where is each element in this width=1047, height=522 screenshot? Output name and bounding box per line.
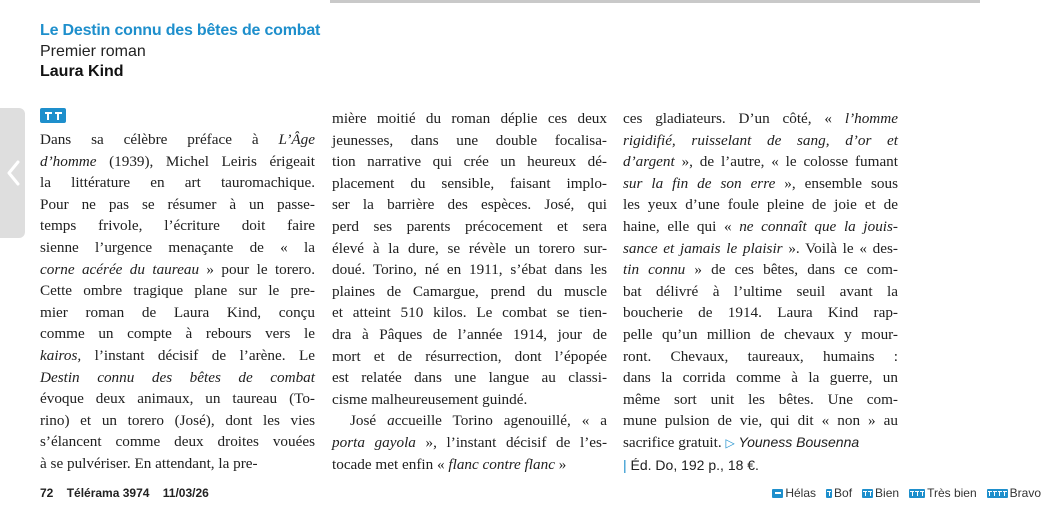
rating-mark-icon (909, 489, 925, 498)
text-line: tion narrative qui crée un heureux dé- (332, 153, 607, 171)
back-button[interactable] (0, 108, 25, 238)
text-line: jeunesses, dans une double focalisa- (332, 131, 607, 149)
critic-signature: Youness Bousenna (738, 433, 860, 450)
text-line: doué. Torino, né en 1911, s’ébat dans les (332, 261, 607, 279)
text-line: rigidifié, ruisselant de sang, d’or et (623, 131, 898, 149)
text-line: ront. Chevaux, taureaux, humains : (623, 347, 898, 365)
page-number: 72 (40, 486, 54, 500)
text-line: sur la fin de son erre », ensemble sous (623, 174, 898, 192)
text-line: bat délivré à l’ultime seuil avant la (623, 282, 898, 300)
text-line: perd ses parents précocement et sera (332, 217, 607, 235)
rating-mark-icon (772, 489, 783, 498)
text-line: élevé à la dure, se révèle un torero sur- (332, 239, 607, 257)
chevron-left-icon (6, 160, 20, 186)
legend-label: Très bien (927, 486, 977, 500)
text-column-1 (40, 129, 315, 475)
text-line: Destin connu des bêtes de combat (40, 368, 315, 386)
text-line: évoque deux animaux, un taureau (To- (40, 390, 315, 408)
text-line: est relatée dans une langue au classi- (332, 369, 607, 387)
legend-item (862, 486, 899, 500)
text-line: temps frivole, l’écriture doit faire (40, 217, 315, 235)
text-line: tin connu » de ces bêtes, dans ce com- (623, 261, 898, 279)
text-line: sienne l’urgence menaçante de « la (40, 238, 315, 256)
text-line: cisme malheureusement guindé. (332, 390, 528, 408)
text-line: mort et de résurrection, dont l’épopée (332, 347, 607, 365)
text-line: les yeux d’une foule pleine de joie et de (623, 196, 898, 214)
text-line: plaines de Camargue, prend du muscle (332, 282, 607, 300)
text-line: ser la barrière des espèces. José, qui (332, 196, 607, 214)
text-line: comme un compte à rebours vers le (40, 325, 315, 343)
text-line: dans la corrida comme à la guerre, un (623, 369, 898, 387)
text-line: d’homme (1939), Michel Leiris érigeait (40, 152, 315, 170)
book-genre: Premier roman (40, 43, 146, 60)
legend-label: Bof (834, 486, 853, 500)
article-header (40, 22, 320, 81)
text-line: dra à Pâques de l’année 1914, jour de (332, 325, 607, 343)
arrow-right-icon: ▷ (725, 435, 739, 450)
text-line: tocade met enfin « flanc contre flanc » (332, 455, 567, 473)
rating-mark-icon (826, 489, 832, 498)
text-line: rino) et un torero (José), dont les vies (40, 411, 315, 429)
two-t-rating-icon (40, 108, 66, 123)
legend-label: Hélas (785, 486, 817, 500)
text-line: Pour ne pas se résumer à un passe- (40, 195, 315, 213)
legend-item (772, 486, 816, 500)
text-line: Cette ombre tragique plane sur le pre- (40, 282, 315, 300)
issue-date: 11/03/26 (162, 486, 209, 500)
text-line: même sort unit les bêtes. Une com- (623, 390, 898, 408)
page-footer (40, 486, 219, 500)
separator-bar: | (623, 456, 631, 473)
text-line: ces gladiateurs. D’un côté, « l’homme (623, 110, 898, 127)
legend-item (987, 486, 1041, 500)
legend-item (826, 486, 852, 500)
rating-mark-icon (862, 489, 873, 498)
book-author: Laura Kind (40, 63, 124, 80)
text-line: kairos, l’instant décisif de l’arène. Le (40, 346, 315, 364)
text-line: et atteint 510 kilos. Le combat se tien- (332, 304, 607, 322)
text-line: boucherie de 1914. Laura Kind rap- (623, 304, 898, 322)
text-line: mière moitié du roman déplie ces deux (332, 110, 607, 127)
text-line: placement du sensible, faisant implo- (332, 174, 607, 192)
rating-mark-icon (987, 489, 1008, 498)
top-rule (330, 0, 980, 3)
text-line: haine, elle qui « ne connaît que la jouis- (623, 217, 898, 235)
book-title: Le Destin connu des bêtes de combat (40, 22, 321, 39)
text-line: s’élancent comme deux droites vouées (40, 433, 315, 451)
legend-label: Bravo (1009, 486, 1041, 500)
text-line: mier roman de Laura Kind, conçu (40, 303, 315, 321)
text-line: la littérature en art tauromachique. (40, 174, 315, 192)
text-line: à se pulvériser. En attendant, la pre- (40, 454, 258, 472)
rating-legend (772, 486, 1041, 500)
text-line: d’argent », de l’autre, « le colosse fumant (623, 153, 898, 171)
text-line: José accueille Torino agenouillé, « a (350, 412, 608, 430)
text-line: sance et jamais le plaisir ». Voilà le « des- (623, 239, 898, 257)
text-line: porta gayola », l’instant décisif de l’es- (332, 433, 608, 451)
text-line: Dans sa célèbre préface à L’Âge (40, 131, 315, 148)
edition-text: Éd. Do, 192 p., 18 €. (630, 456, 759, 473)
legend-item (909, 486, 977, 500)
text-column-2 (332, 108, 607, 475)
text-line: pelle qu’un million de chevaux y mour- (623, 325, 898, 343)
edition-info (623, 455, 898, 477)
magazine-issue: Télérama 3974 (66, 486, 150, 500)
text-column-3 (623, 108, 898, 476)
text-line: corne acérée du taureau » pour le torero. (40, 260, 315, 278)
text-line: sacrifice gratuit. ▷ Youness Bousenna (623, 433, 860, 451)
text-line: mune pulsion de vie, qui dit « non » au (623, 412, 898, 430)
legend-label: Bien (875, 486, 900, 500)
